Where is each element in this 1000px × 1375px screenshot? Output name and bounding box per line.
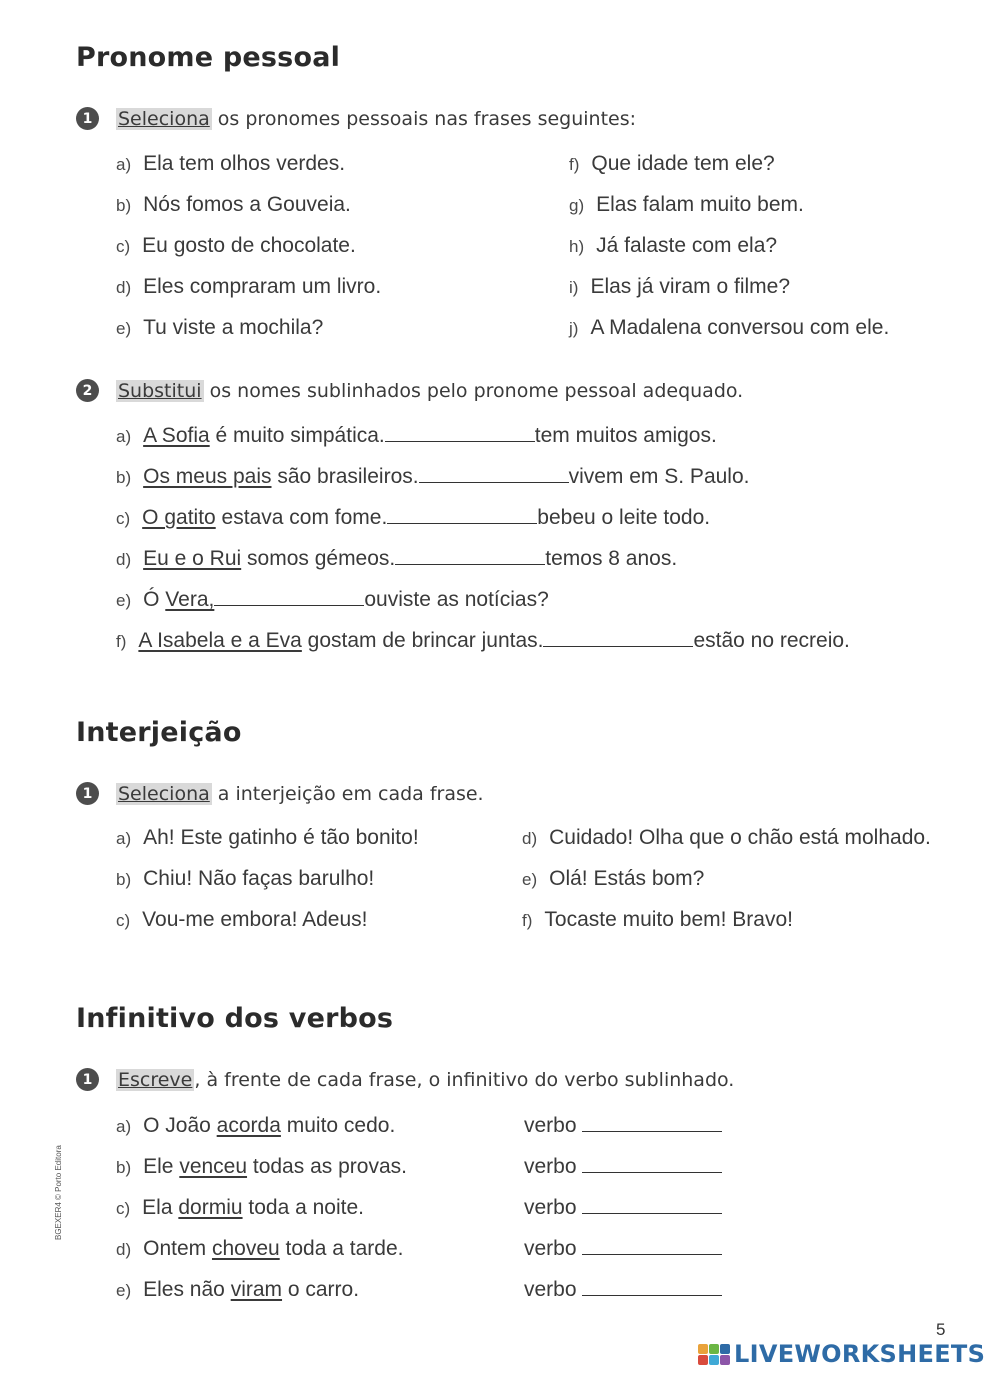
item-label: a) <box>116 829 132 848</box>
item-text[interactable]: Eles compraram um livro. <box>143 275 382 298</box>
item-text: todas as provas. <box>247 1155 407 1178</box>
verb-label: verbo <box>524 1155 577 1178</box>
item-text: estava com fome. <box>215 506 388 529</box>
instruction-text: os nomes sublinhados pelo pronome pessoal adequado. <box>203 379 744 402</box>
item-label: c) <box>116 237 131 256</box>
section-title-pronome: Pronome pessoal <box>76 42 341 73</box>
item-label: b) <box>116 1158 132 1177</box>
item-text: são brasileiros. <box>271 465 419 488</box>
item-text: O João <box>143 1114 217 1137</box>
item-text[interactable]: Tu viste a mochila? <box>143 316 324 339</box>
item-label: d) <box>116 1240 132 1259</box>
item-label: b) <box>116 468 132 487</box>
verb-label: verbo <box>524 1196 577 1219</box>
item-label: f) <box>116 632 127 651</box>
item-text: gostam de brincar juntas. <box>301 629 544 652</box>
item-text[interactable]: Elas já viram o filme? <box>590 275 791 298</box>
underlined-verb: dormiu <box>178 1196 243 1219</box>
section-title-interjeicao: Interjeição <box>76 717 242 748</box>
exercise-number: 1 <box>76 782 99 805</box>
list-item[interactable] <box>569 316 889 340</box>
list-item <box>116 424 717 448</box>
item-text: Ontem <box>143 1237 212 1260</box>
item-label: a) <box>116 427 132 446</box>
item-label: a) <box>116 1117 132 1136</box>
item-text: Eles não <box>143 1278 231 1301</box>
verb-label: verbo <box>524 1237 577 1260</box>
verb-answer-row <box>524 1196 722 1220</box>
list-item <box>116 1196 364 1220</box>
list-item[interactable] <box>522 826 931 850</box>
list-item <box>116 588 549 612</box>
list-item[interactable] <box>569 234 777 258</box>
item-label: g) <box>569 196 585 215</box>
item-text[interactable]: Vou-me embora! Adeus! <box>142 908 368 931</box>
item-label: f) <box>569 155 580 174</box>
instruction-verb: Substitui <box>118 379 202 402</box>
instruction-interjeicao-1 <box>76 782 484 805</box>
underlined-noun: A Sofia <box>143 424 210 447</box>
item-text: toda a noite. <box>242 1196 364 1219</box>
item-text[interactable]: Ela tem olhos verdes. <box>143 152 346 175</box>
item-label: d) <box>116 550 132 569</box>
item-text[interactable]: Tocaste muito bem! Bravo! <box>544 908 793 931</box>
item-label: j) <box>569 319 579 338</box>
answer-blank[interactable] <box>582 1172 722 1173</box>
item-text: Ela <box>142 1196 179 1219</box>
item-text[interactable]: Chiu! Não faças barulho! <box>143 867 375 890</box>
item-text[interactable]: Olá! Estás bom? <box>549 867 705 890</box>
list-item <box>116 629 850 653</box>
item-text: estão no recreio. <box>693 629 850 652</box>
list-item[interactable] <box>116 316 323 340</box>
list-item[interactable] <box>116 152 345 176</box>
item-text: muito cedo. <box>280 1114 396 1137</box>
item-label: b) <box>116 870 132 889</box>
item-text[interactable]: Elas falam muito bem. <box>596 193 804 216</box>
item-label: d) <box>116 278 132 297</box>
list-item <box>116 465 749 489</box>
underlined-verb: viram <box>230 1278 283 1301</box>
item-text[interactable]: Ah! Este gatinho é tão bonito! <box>143 826 419 849</box>
item-text: somos gémeos. <box>241 547 396 570</box>
instruction-pronome-2 <box>76 379 743 402</box>
brand-logo[interactable] <box>698 1340 985 1368</box>
item-text[interactable]: A Madalena conversou com ele. <box>590 316 890 339</box>
underlined-verb: choveu <box>211 1237 280 1260</box>
verb-label: verbo <box>524 1114 577 1137</box>
item-text: ouviste as notícias? <box>364 588 549 611</box>
underlined-noun: A Isabela e a Eva <box>138 629 302 652</box>
underlined-verb: venceu <box>179 1155 248 1178</box>
answer-blank[interactable] <box>214 605 364 606</box>
instruction-text: , à frente de cada frase, o infinitivo do verbo sublinhado. <box>194 1068 735 1091</box>
instruction-text: a interjeição em cada frase. <box>211 782 484 805</box>
item-label: a) <box>116 155 132 174</box>
item-text[interactable]: Já falaste com ela? <box>596 234 778 257</box>
answer-blank[interactable] <box>582 1213 722 1214</box>
item-label: c) <box>116 1199 131 1218</box>
item-label: e) <box>116 1281 132 1300</box>
list-item[interactable] <box>116 234 356 258</box>
list-item[interactable] <box>522 867 704 891</box>
item-text: Ó <box>143 588 166 611</box>
copyright-note: BGEXER4 © Porto Editora <box>54 1145 63 1240</box>
underlined-noun: O gatito <box>142 506 216 529</box>
item-text: o carro. <box>282 1278 360 1301</box>
verb-label: verbo <box>524 1278 577 1301</box>
verb-answer-row <box>524 1155 722 1179</box>
verb-answer-row <box>524 1114 722 1138</box>
item-text[interactable]: Nós fomos a Gouveia. <box>143 193 351 216</box>
item-text[interactable]: Que idade tem ele? <box>591 152 775 175</box>
list-item[interactable] <box>569 193 804 217</box>
section-title-infinitivo: Infinitivo dos verbos <box>76 1003 394 1034</box>
verb-answer-row <box>524 1237 722 1261</box>
answer-blank[interactable] <box>582 1254 722 1255</box>
list-item <box>116 1155 407 1179</box>
brand-name: LIVEWORKSHEETS <box>734 1340 986 1368</box>
item-text[interactable]: Cuidado! Olha que o chão está molhado. <box>549 826 931 849</box>
answer-blank[interactable] <box>582 1295 722 1296</box>
item-text: tem muitos amigos. <box>534 424 717 447</box>
item-label: c) <box>116 509 131 528</box>
list-item <box>116 1278 359 1302</box>
item-label: h) <box>569 237 585 256</box>
list-item[interactable] <box>569 152 775 176</box>
verb-answer-row <box>524 1278 722 1302</box>
exercise-number: 1 <box>76 1068 99 1091</box>
list-item[interactable] <box>116 193 351 217</box>
list-item[interactable] <box>116 826 419 850</box>
list-item <box>116 547 677 571</box>
item-label: e) <box>116 319 132 338</box>
exercise-number: 2 <box>76 379 99 402</box>
list-item <box>116 1237 403 1261</box>
item-text[interactable]: Eu gosto de chocolate. <box>142 234 356 257</box>
item-label: b) <box>116 196 132 215</box>
instruction-verb: Seleciona <box>118 107 210 130</box>
item-text: vivem em S. Paulo. <box>568 465 750 488</box>
item-text: bebeu o leite todo. <box>537 506 711 529</box>
item-label: e) <box>522 870 538 889</box>
list-item[interactable] <box>522 908 793 932</box>
underlined-verb: acorda <box>216 1114 281 1137</box>
instruction-verb: Seleciona <box>118 782 210 805</box>
item-label: i) <box>569 278 579 297</box>
answer-blank[interactable] <box>543 646 693 647</box>
answer-blank[interactable] <box>387 523 537 524</box>
list-item[interactable] <box>116 908 367 932</box>
item-text: Ele <box>143 1155 180 1178</box>
underlined-noun: Eu e o Rui <box>143 547 242 570</box>
exercise-number: 1 <box>76 107 99 130</box>
item-label: f) <box>522 911 533 930</box>
instruction-infinitivo-1 <box>76 1068 734 1091</box>
list-item <box>116 1114 395 1138</box>
item-text: é muito simpática. <box>209 424 385 447</box>
page-number: 5 <box>936 1320 946 1339</box>
list-item[interactable] <box>116 275 381 299</box>
liveworksheets-icon <box>698 1344 730 1365</box>
answer-blank[interactable] <box>385 441 535 442</box>
item-label: e) <box>116 591 132 610</box>
list-item[interactable] <box>116 867 374 891</box>
instruction-pronome-1 <box>76 107 636 130</box>
list-item <box>116 506 710 530</box>
instruction-verb: Escreve <box>118 1068 193 1091</box>
instruction-text: os pronomes pessoais nas frases seguintes: <box>211 107 637 130</box>
item-label: c) <box>116 911 131 930</box>
answer-blank[interactable] <box>395 564 545 565</box>
answer-blank[interactable] <box>582 1131 722 1132</box>
item-text: toda a tarde. <box>279 1237 404 1260</box>
item-text: temos 8 anos. <box>545 547 678 570</box>
underlined-noun: Vera, <box>165 588 215 611</box>
item-label: d) <box>522 829 538 848</box>
answer-blank[interactable] <box>419 482 569 483</box>
underlined-noun: Os meus pais <box>143 465 272 488</box>
list-item[interactable] <box>569 275 790 299</box>
